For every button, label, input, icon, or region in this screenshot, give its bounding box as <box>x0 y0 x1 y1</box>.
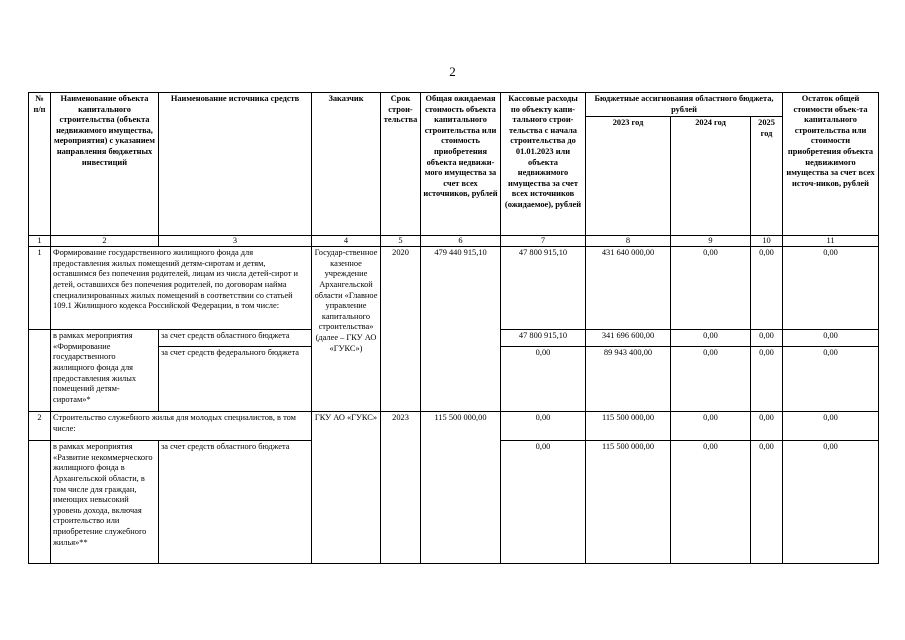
header-year-2023: 2023 год <box>586 117 671 236</box>
row-budget-2023: 115 500 000,00 <box>586 441 671 564</box>
row-num: 2 <box>29 412 51 441</box>
row-budget-2023: 89 943 400,00 <box>586 347 671 412</box>
row-remaining: 0,00 <box>783 347 879 412</box>
column-number: 1 <box>29 236 51 247</box>
row-budget-2025: 0,00 <box>751 247 783 330</box>
column-number: 5 <box>381 236 421 247</box>
row-cash-expenses: 47 800 915,10 <box>501 330 586 347</box>
row-source: за счет средств областного бюджета <box>159 441 312 564</box>
header-term: Срок строи-тельства <box>381 93 421 236</box>
row-source: за счет средств областного бюджета <box>159 330 312 347</box>
row-budget-2024: 0,00 <box>671 412 751 441</box>
row-cash-expenses: 0,00 <box>501 412 586 441</box>
row-object-name: Строительство служебного жилья для молодых специалистов, в том числе: <box>51 412 312 441</box>
column-number: 9 <box>671 236 751 247</box>
row-budget-2025: 0,00 <box>751 330 783 347</box>
column-numbers-row <box>29 236 879 247</box>
column-number: 8 <box>586 236 671 247</box>
header-year-2025: 2025 год <box>751 117 783 236</box>
row-budget-2024: 0,00 <box>671 330 751 347</box>
row-customer: ГКУ АО «ГУКС» <box>312 412 381 564</box>
column-number: 7 <box>501 236 586 247</box>
row-budget-2024: 0,00 <box>671 441 751 564</box>
row-budget-2024: 0,00 <box>671 347 751 412</box>
row-budget-2025: 0,00 <box>751 347 783 412</box>
column-number: 4 <box>312 236 381 247</box>
row-budget-2023: 115 500 000,00 <box>586 412 671 441</box>
row-customer: Государ-ственное казенное учреждение Архангельской области «Главное управление капитального строительства» (далее – ГКУ АО «ГУКС») <box>312 247 381 412</box>
header-num: № п/п <box>29 93 51 236</box>
row-num: 1 <box>29 247 51 330</box>
row-total-cost: 479 440 915,10 <box>421 247 501 412</box>
row-num-empty <box>29 330 51 412</box>
column-number: 3 <box>159 236 312 247</box>
row-budget-2023: 431 640 000,00 <box>586 247 671 330</box>
row-source: за счет средств федерального бюджета <box>159 347 312 412</box>
row-budget-2025: 0,00 <box>751 412 783 441</box>
row-cash-expenses: 47 800 915,10 <box>501 247 586 330</box>
row-object-name: Формирование государственного жилищного фонда для предоставления жилых помещений детям-сиротам и детям, оставшимся без попечения родителей, лицам из числа детей-сирот и детей, оставшихся без попечения родителей, по договорам найма специализированных жилых помещений в соответствии со статьей 109.1 Жилищного кодекса Российской Федерации, в том числе: <box>51 247 312 330</box>
row-term: 2020 <box>381 247 421 412</box>
header-source: Наименование источника средств <box>159 93 312 236</box>
row-budget-2023: 341 696 600,00 <box>586 330 671 347</box>
capital-construction-table <box>28 92 879 564</box>
header-object-name: Наименование объекта капитального строительства (объекта недвижимого имущества, мероприятия) с указанием направления бюджетных инвестиций <box>51 93 159 236</box>
row-activity: в рамках мероприятия «Развитие некоммерческого жилищного фонда в Архангельской области, в том числе для граждан, имеющих невысокий уровень дохода, включая строительство или приобретение служебного жилья»** <box>51 441 159 564</box>
header-customer: Заказчик <box>312 93 381 236</box>
header-total-cost: Общая ожидаемая стоимость объекта капитального строительства или стоимость приобретения объекта недвижи-мого имущества за счет всех источников, рублей <box>421 93 501 236</box>
table-row <box>29 247 879 330</box>
row-total-cost: 115 500 000,00 <box>421 412 501 564</box>
header-year-2024: 2024 год <box>671 117 751 236</box>
row-remaining: 0,00 <box>783 330 879 347</box>
table-row <box>29 412 879 441</box>
header-budget-group: Бюджетные ассигнования областного бюджета, рублей <box>586 93 783 117</box>
column-number: 11 <box>783 236 879 247</box>
row-remaining: 0,00 <box>783 247 879 330</box>
row-num-empty <box>29 441 51 564</box>
row-budget-2025: 0,00 <box>751 441 783 564</box>
header-cash-expenses: Кассовые расходы по объекту капи-тального строи-тельства с начала строительства до 01.01.2023 или объекта недвижимого имущества за счет всех источников (ожидаемое), рублей <box>501 93 586 236</box>
column-number: 10 <box>751 236 783 247</box>
row-cash-expenses: 0,00 <box>501 441 586 564</box>
row-remaining: 0,00 <box>783 412 879 441</box>
column-number: 6 <box>421 236 501 247</box>
row-budget-2024: 0,00 <box>671 247 751 330</box>
page-number: 2 <box>449 64 456 79</box>
row-activity: в рамках мероприятия «Формирование государственного жилищного фонда для предоставления жилых помещений детям-сиротам»* <box>51 330 159 412</box>
row-remaining: 0,00 <box>783 441 879 564</box>
row-term: 2023 <box>381 412 421 564</box>
header-row <box>29 93 879 117</box>
header-remaining: Остаток общей стоимости объек-та капитального строительства или стоимости приобретения объекта недвижимого имущества за счет всех источ-ников, рублей <box>783 93 879 236</box>
row-cash-expenses: 0,00 <box>501 347 586 412</box>
column-number: 2 <box>51 236 159 247</box>
